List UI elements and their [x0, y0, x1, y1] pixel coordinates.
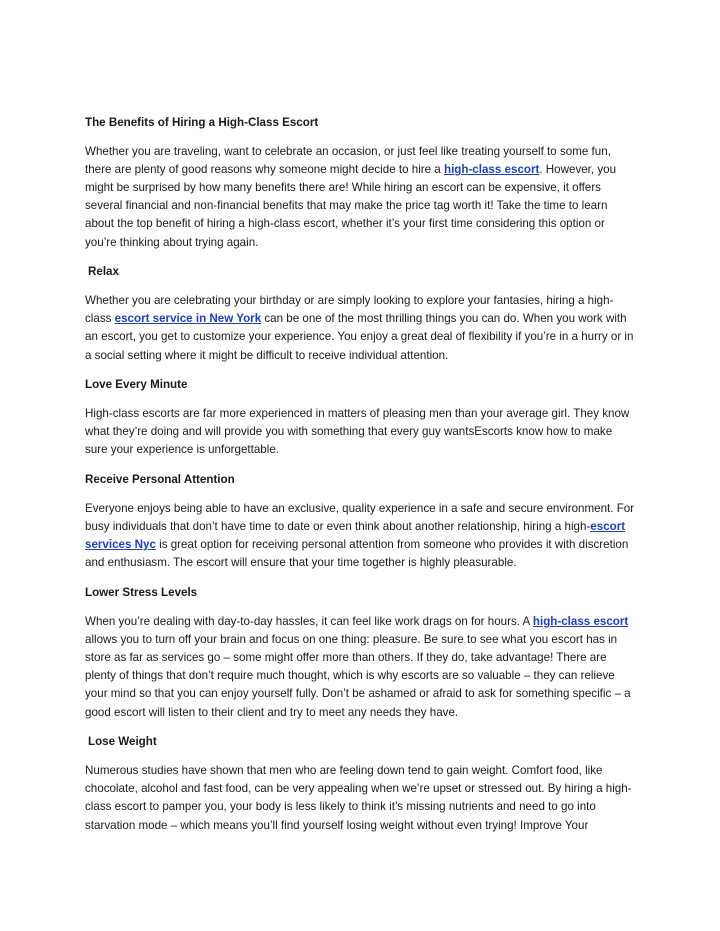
intro-text-after: . However, you might be surprised by how many benefits there are! While hiring an escort can be expensive, it offers several financial and non-financial benefits that may make the price tag worth it! Take the time to learn about the top benefit of hiring a high-class escort, whether it’s your first time considering this option or you’re thinking about trying again. — [85, 163, 617, 249]
document-title: The Benefits of Hiring a High-Class Escort — [85, 116, 319, 129]
lower-stress-paragraph — [85, 613, 637, 722]
relax-paragraph — [85, 292, 637, 364]
lose-weight-paragraph: Numerous studies have shown that men who are feeling down tend to gain weight. Comfort food, like chocolate, alcohol and fast food, can be very appealing when we’re upset or stressed out. By hiring a high-class escort to pamper you, your body is less likely to think it’s missing nutrients and need to go into starvation mode – which means you’ll find yourself losing weight without even trying! Improve Your — [85, 764, 632, 832]
personal-attention-heading: Receive Personal Attention — [85, 473, 235, 486]
lose-weight-heading: Lose Weight — [88, 735, 157, 749]
intro-paragraph — [85, 143, 637, 252]
love-every-minute-paragraph: High-class escorts are far more experienced in matters of pleasing men than your average girl. They know what they’re doing and will provide you with something that every guy wantsEscorts know how to make sure your experience is unforgettable. — [85, 407, 630, 457]
stress-text-after: allows you to turn off your brain and focus on one thing: pleasure. Be sure to see what you escort has in store as far as services go – some might offer more than others. If they do, take advantage! There are plenty of things that don’t require much thought, which is why escorts are so valuable – they can relieve your mind so that you can enjoy yourself fully. Don’t be ashamed or afraid to ask for something specific – a good escort will listen to their client and try to meet any needs they have. — [85, 633, 631, 719]
love-every-minute-heading: Love Every Minute — [85, 378, 188, 392]
escort-service-new-york-link[interactable]: escort service in New York — [114, 312, 262, 326]
high-class-escort-link-2[interactable]: high-class escort — [532, 615, 629, 629]
attention-text-before: Everyone enjoys being able to have an exclusive, quality experience in a safe and secure environment. For busy individuals that don’t have time to date or even think about another relationship, hiring a high- — [85, 502, 635, 534]
relax-text-before: Whether you are celebrating your birthday or are simply looking to explore your fantasies, hiring a high-class — [85, 294, 614, 326]
relax-heading: Relax — [88, 265, 119, 279]
high-class-escort-link[interactable]: high-class escort — [443, 163, 540, 177]
lower-stress-heading: Lower Stress Levels — [85, 585, 198, 599]
attention-text-after: is great option for receiving personal attention from someone who provides it with discretion and enthusiasm. The escort will ensure that your time together is highly pleasurable. — [85, 538, 629, 570]
intro-text-before: Whether you are traveling, want to celebrate an occasion, or just feel like treating yourself to some fun, there are plenty of good reasons why someone might decide to hire a — [85, 145, 611, 177]
escort-services-nyc-link[interactable]: escort services Nyc — [85, 520, 626, 552]
personal-attention-paragraph — [85, 500, 637, 572]
relax-text-after: can be one of the most thrilling things you can do. When you work with an escort, you get to customize your experience. You enjoy a great deal of flexibility if you’re in a hurry or in a social setting where it might be difficult to receive individual attention. — [85, 312, 634, 362]
document-page — [85, 114, 637, 846]
stress-text-before: When you’re dealing with day-to-day hassles, it can feel like work drags on for hours. A — [85, 615, 533, 629]
